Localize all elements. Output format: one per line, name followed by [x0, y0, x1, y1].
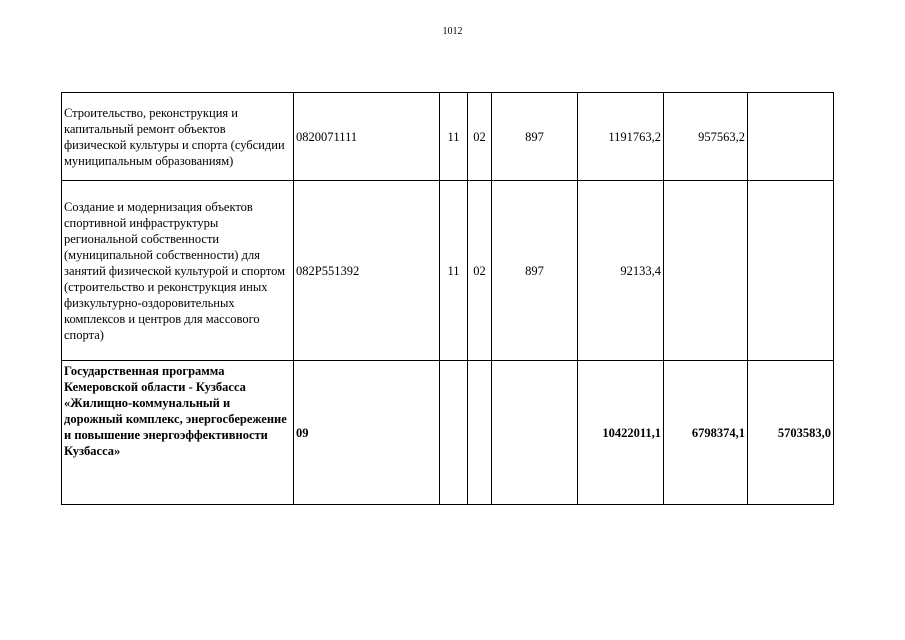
target-article-code: 082P551392: [294, 181, 440, 361]
subsection-code: 02: [468, 93, 492, 181]
table-row: [62, 181, 834, 361]
row-name-cell: Строительство, реконструкция и капитальный ремонт объектов физической культуры и спорта (субсидии муниципальным образованиям): [62, 93, 294, 181]
row-name-cell: Государственная программа Кемеровской области - Кузбасса «Жилищно-коммунальный и дорожный комплекс, энергосбережение и повышение энергоэффективности Кузбасса»: [62, 361, 294, 505]
section-code: [440, 361, 468, 505]
expense-type-code: 897: [492, 181, 578, 361]
budget-table: [61, 92, 834, 505]
amount-year-2: 957563,2: [664, 93, 748, 181]
row-name-cell: Создание и модернизация объектов спортивной инфраструктуры региональной собственности (муниципальной собственности) для занятий физической культурой и спортом (строительство и реконструкция иных физкультурно-оздоровительных комплексов и центров для массового спорта): [62, 181, 294, 361]
expense-type-code: [492, 361, 578, 505]
amount-year-1: 1191763,2: [578, 93, 664, 181]
page-number: 1012: [442, 26, 463, 37]
section-code: 11: [440, 181, 468, 361]
target-article-code: 0820071111: [294, 93, 440, 181]
expense-type-code: 897: [492, 93, 578, 181]
subsection-code: [468, 361, 492, 505]
amount-year-3: [748, 93, 834, 181]
amount-year-1: 10422011,1: [578, 361, 664, 505]
target-article-code: 09: [294, 361, 440, 505]
amount-year-1: 92133,4: [578, 181, 664, 361]
section-code: 11: [440, 93, 468, 181]
amount-year-3: [748, 181, 834, 361]
subsection-code: 02: [468, 181, 492, 361]
table-row: [62, 361, 834, 505]
amount-year-2: [664, 181, 748, 361]
table-row: [62, 93, 834, 181]
amount-year-2: 6798374,1: [664, 361, 748, 505]
amount-year-3: 5703583,0: [748, 361, 834, 505]
